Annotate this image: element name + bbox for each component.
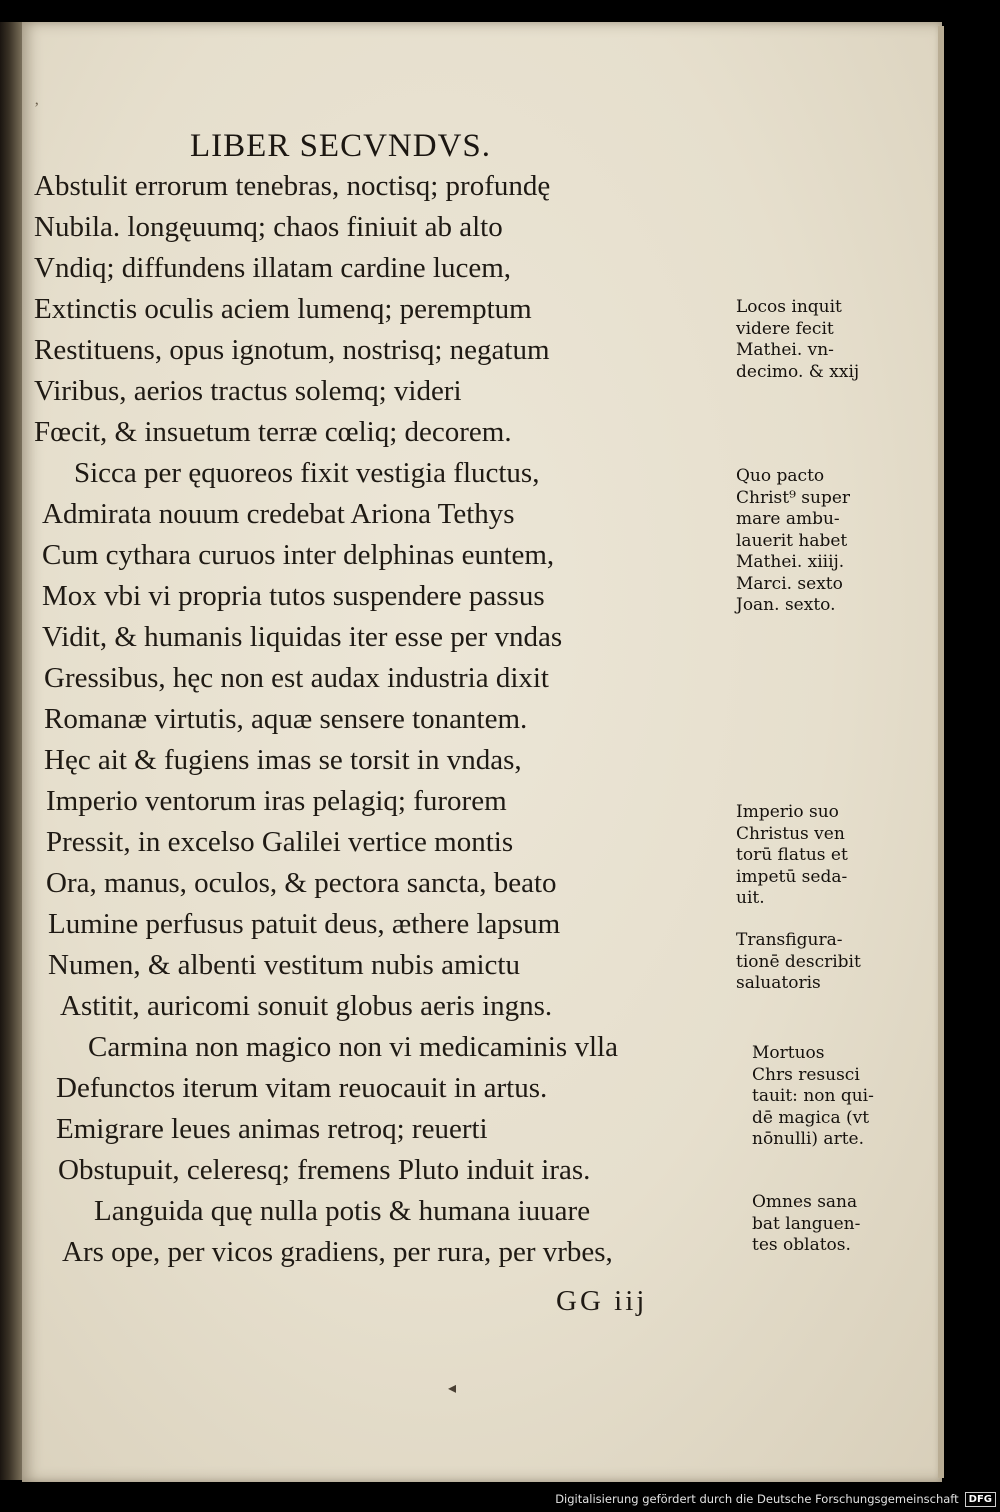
verse-line: Ora, manus, oculos, & pectora sancta, beato xyxy=(46,867,557,899)
ink-speck: ◂ xyxy=(448,1380,457,1397)
marginal-note-line: videre fecit xyxy=(736,318,834,339)
dfg-logo[interactable]: DFG xyxy=(965,1492,996,1507)
marginal-note-line: Mathei. vn- xyxy=(736,340,834,360)
verse-line: Extinctis oculis aciem lumenq; peremptum xyxy=(34,293,532,325)
running-head: LIBER SECVNDVS. xyxy=(190,128,492,164)
verse-line: Imperio ventorum iras pelagiq; furorem xyxy=(46,785,507,817)
marginal-note-line: dē magica (vt xyxy=(752,1107,870,1128)
verse-line: Languida quę nulla potis & humana iuuare xyxy=(94,1195,591,1227)
verse-line: Defunctos iterum vitam reuocauit in artus. xyxy=(56,1072,548,1104)
verse-line: Vidit, & humanis liquidas iter esse per vndas xyxy=(42,621,563,653)
verse-line: Fœcit, & insuetum terræ cœliq; decorem. xyxy=(34,416,512,448)
verse-line: Vndiq; diffundens illatam cardine lucem, xyxy=(34,252,512,284)
verse-line: Numen, & albenti vestitum nubis amictu xyxy=(48,949,520,981)
verse-line: Admirata nouum credebat Ariona Tethys xyxy=(42,498,515,530)
marginal-note xyxy=(736,930,876,995)
digitization-footer xyxy=(555,1489,996,1509)
marginal-note-line: bat languen- xyxy=(752,1213,861,1234)
marginal-note-line: Chrs resusci xyxy=(752,1064,860,1085)
marginal-note-line: Marci. sexto xyxy=(736,573,843,594)
verse-line: Astitit, auricomi sonuit globus aeris ingns. xyxy=(60,990,553,1022)
marginal-note-line: Mortuos xyxy=(752,1043,825,1063)
marginal-note-line: tionē describit xyxy=(736,951,861,972)
verse-line: Nubila. longęuumq; chaos finiuit ab alto xyxy=(34,211,503,243)
verse-line: Restituens, opus ignotum, nostrisq; negatum xyxy=(34,334,550,366)
marginal-note-line: Joan. sexto. xyxy=(736,595,836,615)
marginal-note-line: tes oblatos. xyxy=(752,1235,851,1255)
marginal-note-line: mare ambu- xyxy=(736,509,840,529)
verse-line: Obstupuit, celeresq; fremens Pluto induit iras. xyxy=(58,1154,591,1186)
verse-line: Pressit, in excelso Galilei vertice montis xyxy=(46,826,514,858)
marginal-note-line: Quo pacto xyxy=(736,466,825,486)
marginal-note-line: nōnulli) arte. xyxy=(752,1129,864,1149)
marginal-note xyxy=(736,466,876,617)
marginal-note-line: tauit: non qui- xyxy=(752,1086,874,1106)
verse-line: Gressibus, hęc non est audax industria dixit xyxy=(44,662,549,694)
marginal-note-line: Christus ven xyxy=(736,823,845,844)
ink-speck: ʼ xyxy=(34,100,40,117)
verse-line: Emigrare leues animas retroq; reuerti xyxy=(56,1113,488,1145)
marginal-note-line: torū flatus et xyxy=(736,845,848,865)
verse-line: Viribus, aerios tractus solemq; videri xyxy=(34,375,462,407)
marginal-note-line: Mathei. xiiij. xyxy=(736,552,845,572)
verse-line: Cum cythara curuos inter delphinas euntem, xyxy=(42,539,555,571)
verse-line: Lumine perfusus patuit deus, æthere lapsum xyxy=(48,908,561,940)
marginal-note-line: Locos inquit xyxy=(736,297,842,317)
verse-line: Romanæ virtutis, aquæ sensere tonantem. xyxy=(44,703,528,735)
verse-line: Hęc ait & fugiens imas se torsit in vndas, xyxy=(44,744,522,776)
footer-credit-text: Digitalisierung gefördert durch die Deutsche Forschungsgemeinschaft xyxy=(555,1492,959,1506)
marginal-note-line: Omnes sana xyxy=(752,1192,858,1212)
marginal-note xyxy=(752,1192,892,1257)
marginal-note-line: saluatoris xyxy=(736,973,821,993)
marginal-note-line: lauerit habet xyxy=(736,530,848,551)
verse-line: Ars ope, per vicos gradiens, per rura, per vrbes, xyxy=(62,1236,613,1268)
marginal-note-line: Imperio suo xyxy=(736,802,839,822)
verse-line: Abstulit errorum tenebras, noctisq; profundę xyxy=(34,170,551,202)
signature-mark: GG iij xyxy=(556,1285,648,1317)
marginal-note xyxy=(736,802,876,910)
verse-line: Mox vbi vi propria tutos suspendere passus xyxy=(42,580,545,612)
page-edge xyxy=(938,26,944,1478)
marginal-note xyxy=(736,297,876,383)
marginal-note-line: Christ⁹ super xyxy=(736,487,851,508)
marginal-note-line: decimo. & xxij xyxy=(736,361,860,382)
verse-line: Carmina non magico non vi medicaminis vlla xyxy=(88,1031,618,1063)
marginal-note-line: impetū seda- xyxy=(736,866,848,887)
verse-line: Sicca per ęquoreos fixit vestigia fluctus, xyxy=(74,457,540,489)
marginal-note xyxy=(752,1043,892,1151)
marginal-note-line: Transfigura- xyxy=(736,930,843,950)
marginal-note-line: uit. xyxy=(736,888,765,908)
